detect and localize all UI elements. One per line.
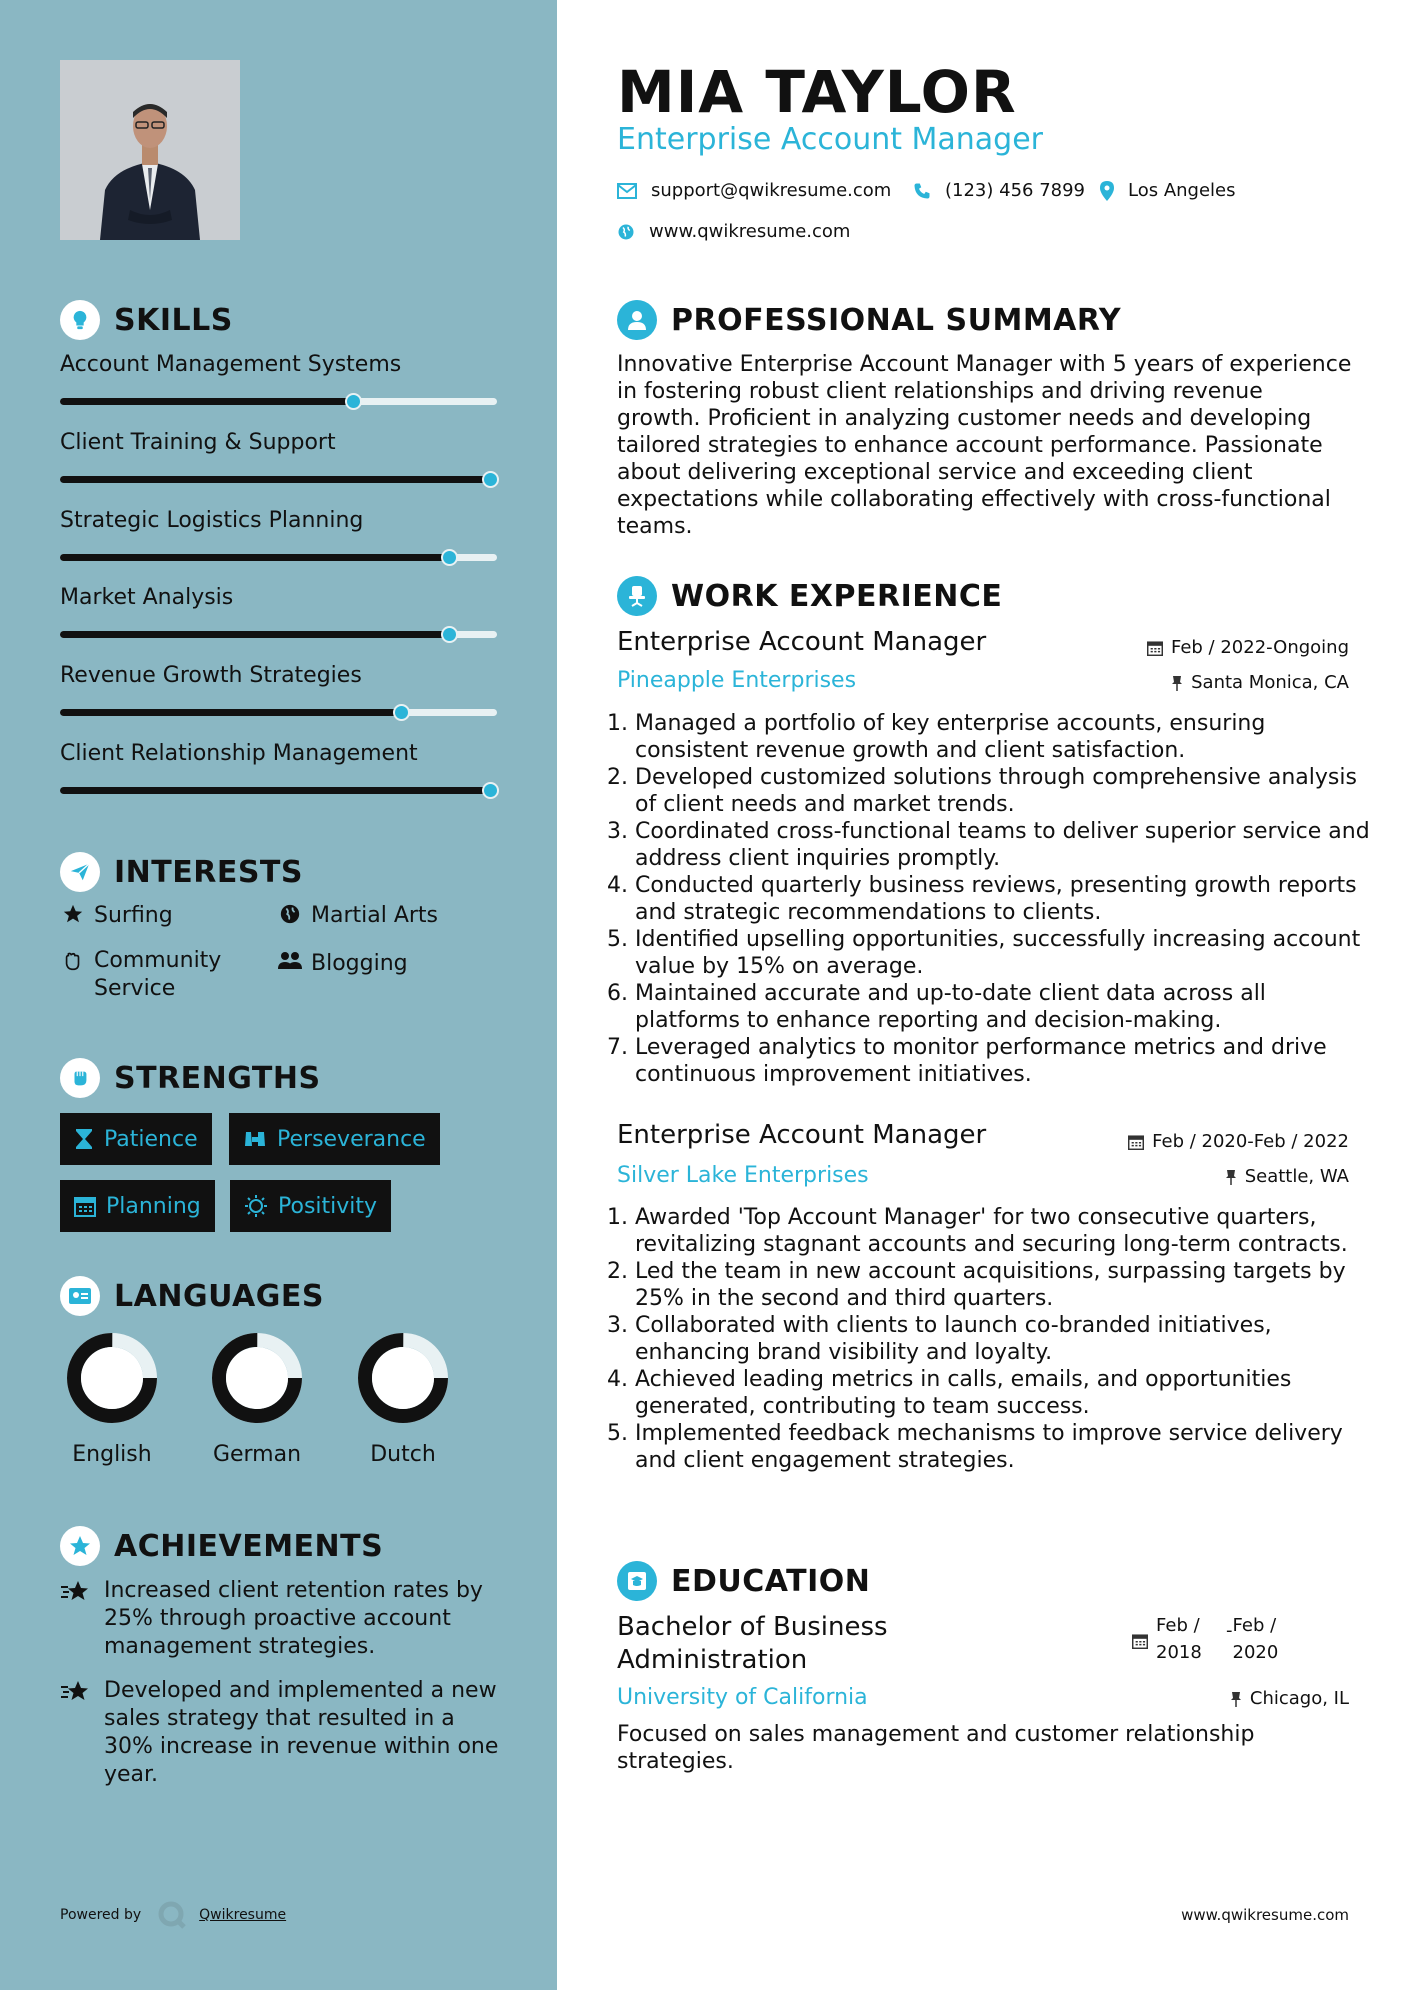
education-end-line: Feb / <box>1232 1615 1277 1636</box>
skill-bar-knob <box>482 782 499 799</box>
job-dates <box>1128 1131 1349 1152</box>
company-name: Pineapple Enterprises <box>617 668 857 693</box>
contact-email <box>617 180 891 201</box>
interests-heading <box>60 852 303 892</box>
pushpin-icon <box>1225 1169 1237 1185</box>
skill-bar <box>60 787 497 794</box>
experience-heading <box>617 576 1002 616</box>
profile-photo <box>60 60 240 240</box>
skill-bar-knob <box>345 393 362 410</box>
job-dates-text: Feb / 2020-Feb / 2022 <box>1152 1131 1349 1152</box>
contact-phone <box>913 180 1085 201</box>
job-bullet: 4. Conducted quarterly business reviews, presenting growth reports and strategic recommendations to clients. <box>635 872 1370 926</box>
paper-plane-icon <box>60 852 100 892</box>
job-location <box>1171 672 1349 693</box>
education-heading <box>617 1561 870 1601</box>
education-date-separator: - <box>1226 1620 1233 1641</box>
job-title: Enterprise Account Manager <box>617 1120 987 1150</box>
school-location-text: Chicago, IL <box>1249 1688 1349 1709</box>
calendar-icon <box>74 1195 96 1217</box>
location-text: Los Angeles <box>1128 180 1236 201</box>
summary-title: PROFESSIONAL SUMMARY <box>671 302 1122 338</box>
job-bullet: 3. Collaborated with clients to launch co-branded initiatives, enhancing brand visibility and loyalty. <box>635 1312 1370 1366</box>
users-icon <box>277 951 303 973</box>
skill-bar-fill <box>60 398 353 405</box>
achievement-text: Increased client retention rates by 25% through proactive account management strategies. <box>104 1578 483 1659</box>
interest-label: Martial Arts <box>311 903 439 928</box>
footer-powered-by <box>60 1900 286 1930</box>
job-dates-text: Feb / 2022-Ongoing <box>1170 637 1349 658</box>
strength-label: Patience <box>104 1126 198 1152</box>
company-name: Silver Lake Enterprises <box>617 1163 869 1188</box>
achievements-title: ACHIEVEMENTS <box>114 1528 384 1564</box>
language-level-donut <box>209 1330 305 1426</box>
degree-title <box>617 1611 888 1677</box>
envelope-icon <box>617 183 637 199</box>
language-donut-center <box>226 1347 288 1409</box>
calendar-icon <box>1128 1134 1144 1150</box>
interest-blogging <box>277 951 408 976</box>
strength-tag-patience <box>60 1113 212 1165</box>
language-level-donut <box>64 1330 160 1426</box>
skill-name: Strategic Logistics Planning <box>60 508 364 533</box>
strengths-heading <box>60 1058 321 1098</box>
strength-label: Planning <box>106 1193 201 1219</box>
powered-by-label: Powered by <box>60 1907 142 1923</box>
education-start-line: Feb / <box>1156 1615 1200 1636</box>
job-bullet: 7. Leveraged analytics to monitor performance metrics and drive continuous improvement initiatives. <box>635 1034 1370 1088</box>
education-dates <box>1132 1612 1278 1666</box>
job-dates <box>1147 637 1349 658</box>
job-location-text: Seattle, WA <box>1244 1166 1349 1187</box>
website-link[interactable]: www.qwikresume.com <box>649 221 851 242</box>
achievement-text: Developed and implemented a new sales strategy that resulted in a 30% increase in revenue within one year. <box>104 1678 499 1787</box>
job-title: Enterprise Account Manager <box>617 627 987 657</box>
achievements-heading <box>60 1526 383 1566</box>
skills-heading <box>60 300 233 340</box>
skill-bar-knob <box>393 704 410 721</box>
interest-surfing <box>60 903 173 928</box>
pushpin-icon <box>1230 1691 1242 1707</box>
language-donut-center <box>81 1347 143 1409</box>
summary-heading <box>617 300 1121 340</box>
skill-bar <box>60 709 497 716</box>
id-card-icon <box>60 1276 100 1316</box>
candidate-name: MIA TAYLOR <box>617 58 1017 126</box>
email-link[interactable]: support@qwikresume.com <box>651 180 892 201</box>
job-bullet: 3. Coordinated cross-functional teams to deliver superior service and address client inquiries promptly. <box>635 818 1370 872</box>
skill-bar-fill <box>60 787 497 794</box>
job-location-text: Santa Monica, CA <box>1191 672 1349 693</box>
job-bullet: 5. Identified upselling opportunities, successfully increasing account value by 15% on average. <box>635 926 1370 980</box>
skill-bar-knob <box>441 549 458 566</box>
shooting-star-icon <box>60 1677 104 1789</box>
education-title: EDUCATION <box>671 1563 871 1599</box>
skill-bar <box>60 631 497 638</box>
candidate-role: Enterprise Account Manager <box>617 122 1044 157</box>
lightbulb-icon <box>60 300 100 340</box>
job-bullet: 2. Led the team in new account acquisitions, surpassing targets by 25% in the second and third quarters. <box>635 1258 1370 1312</box>
binoculars-icon <box>243 1128 267 1150</box>
skill-bar-knob <box>482 471 499 488</box>
interests-title: INTERESTS <box>114 854 303 890</box>
summary-text: Innovative Enterprise Account Manager with 5 years of experience in fostering robust client relationships and driving revenue growth. Proficient in analyzing customer needs and developing tailored strategies to enhance account performance. Passionate about delivering exceptional service and exceeding client expectations while collaborating effectively with cross-functional teams. <box>617 352 1352 539</box>
qwikresume-link[interactable]: Qwikresume <box>199 1907 287 1923</box>
language-item <box>343 1330 463 1467</box>
star-icon <box>60 903 86 925</box>
job-bullets <box>617 1204 1370 1474</box>
education-start-line: 2018 <box>1156 1642 1202 1663</box>
strength-tag-positivity <box>230 1180 391 1232</box>
language-donut-center <box>372 1347 434 1409</box>
language-item <box>197 1330 317 1467</box>
education-end <box>1233 1612 1279 1666</box>
job-bullet: 2. Developed customized solutions through comprehensive analysis of client needs and market trends. <box>635 764 1370 818</box>
strength-tag-perseverance <box>229 1113 440 1165</box>
phone-icon <box>913 182 931 200</box>
interest-community-service <box>60 948 260 1003</box>
language-level-donut <box>355 1330 451 1426</box>
language-name: German <box>212 1442 302 1467</box>
hourglass-icon <box>74 1128 94 1150</box>
star-badge-icon <box>60 1526 100 1566</box>
skill-name: Client Relationship Management <box>60 741 418 766</box>
skill-name: Market Analysis <box>60 585 234 610</box>
job-location <box>1225 1166 1349 1187</box>
user-icon <box>617 300 657 340</box>
language-name: Dutch <box>370 1442 436 1467</box>
skill-bar <box>60 554 497 561</box>
job-bullet: 1. Awarded 'Top Account Manager' for two consecutive quarters, revitalizing stagnant accounts and securing long-term contracts. <box>635 1204 1370 1258</box>
fist-icon <box>60 1058 100 1098</box>
education-start <box>1156 1612 1226 1666</box>
job-bullet: 5. Implemented feedback mechanisms to improve service delivery and client engagement strategies. <box>635 1420 1370 1474</box>
skill-bar-knob <box>441 626 458 643</box>
skills-title: SKILLS <box>114 302 233 338</box>
globe-icon <box>277 903 303 925</box>
skill-name: Revenue Growth Strategies <box>60 663 362 688</box>
achievement-item <box>60 1577 500 1661</box>
degree-line: Administration <box>617 1645 808 1675</box>
skill-bar-fill <box>60 709 401 716</box>
school-location <box>1230 1688 1349 1709</box>
calendar-icon <box>1147 640 1163 656</box>
strength-label: Perseverance <box>277 1126 426 1152</box>
job-bullets <box>617 710 1370 1088</box>
strength-tag-planning <box>60 1180 215 1232</box>
experience-title: WORK EXPERIENCE <box>671 578 1003 614</box>
job-bullet: 6. Maintained accurate and up-to-date client data across all platforms to enhance reporting and decision-making. <box>635 980 1370 1034</box>
languages-heading <box>60 1276 324 1316</box>
map-pin-icon <box>1100 181 1114 201</box>
languages-title: LANGUAGES <box>114 1278 324 1314</box>
phone-text: (123) 456 7899 <box>945 180 1086 201</box>
globe-icon <box>617 223 635 241</box>
strengths-title: STRENGTHS <box>114 1060 321 1096</box>
hand-icon <box>60 951 86 973</box>
skill-name: Client Training & Support <box>60 430 336 455</box>
pushpin-icon <box>1171 675 1183 691</box>
skill-bar <box>60 398 497 405</box>
graduation-cap-icon <box>617 1561 657 1601</box>
interest-label: Community Service <box>94 948 222 1001</box>
skill-name: Account Management Systems <box>60 352 402 377</box>
strength-label: Positivity <box>278 1193 378 1219</box>
shooting-star-icon <box>60 1577 104 1661</box>
job-bullet: 4. Achieved leading metrics in calls, emails, and opportunities generated, contributing to team success. <box>635 1366 1370 1420</box>
school-name: University of California <box>617 1685 868 1710</box>
degree-line: Bachelor of Business <box>617 1612 888 1642</box>
skill-bar-fill <box>60 476 497 483</box>
qwikresume-logo-icon <box>157 1900 187 1930</box>
education-description: Focused on sales management and customer relationship strategies. <box>617 1722 1255 1774</box>
sun-icon <box>244 1194 268 1218</box>
education-end-line: 2020 <box>1232 1642 1279 1663</box>
office-chair-icon <box>617 576 657 616</box>
skill-bar <box>60 476 497 483</box>
job-bullet: 1. Managed a portfolio of key enterprise accounts, ensuring consistent revenue growth and client satisfaction. <box>635 710 1370 764</box>
language-item <box>52 1330 172 1467</box>
contact-website <box>617 221 850 242</box>
skill-bar-fill <box>60 554 449 561</box>
interest-martial-arts <box>277 903 438 928</box>
achievement-item <box>60 1677 500 1789</box>
interest-label: Surfing <box>94 903 173 928</box>
skill-bar-fill <box>60 631 449 638</box>
language-name: English <box>72 1442 152 1467</box>
person-silhouette-icon <box>60 60 240 240</box>
interest-label: Blogging <box>311 951 408 976</box>
footer-website: www.qwikresume.com <box>1181 1906 1349 1924</box>
calendar-icon <box>1132 1612 1148 1666</box>
contact-location <box>1100 180 1236 201</box>
